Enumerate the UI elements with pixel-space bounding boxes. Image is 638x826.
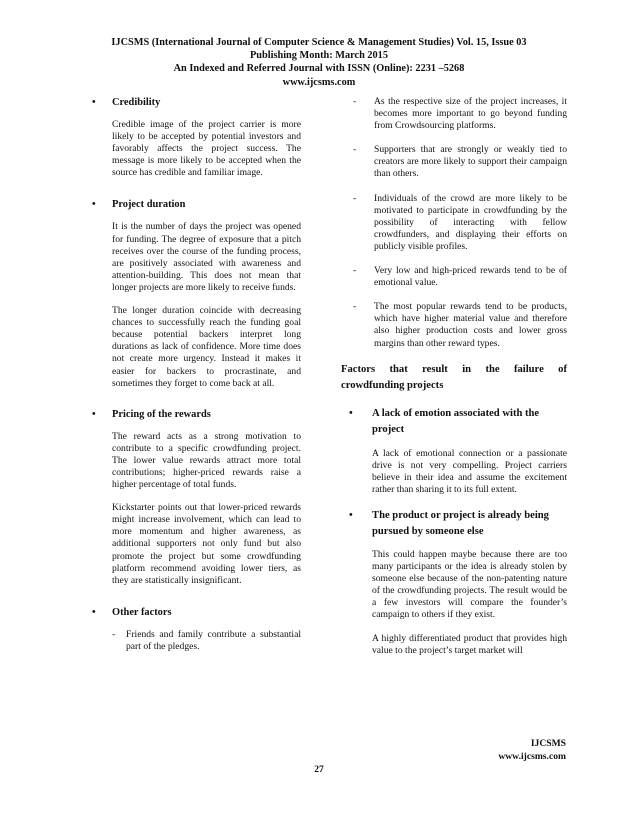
header-website: www.ijcsms.com (282, 76, 356, 88)
list-item: - Friends and family contribute a substantial part of the pledges. (112, 628, 301, 652)
bullet-icon: • (92, 408, 96, 420)
emotion-text: A lack of emotional connection or a passionate drive is not very compelling. Project carriers believe in their idea and assume the excitement rather than sharing it to its full extent. (372, 447, 567, 495)
other-factors-heading: • Other factors (92, 606, 172, 618)
bullet-icon: • (92, 199, 96, 211)
credibility-heading: • Credibility (92, 97, 161, 108)
bullet-icon: • (349, 407, 353, 419)
journal-header (0, 36, 638, 89)
footer-website: www.ijcsms.com (498, 750, 566, 762)
credibility-text: Credible image of the project carrier is more likely to be accepted by potential investors and favorably affects the project success. The message is more likely to be accepted when the source has credible and familiar image. (112, 119, 301, 179)
section-title: Factors that result in the failure of crowdfunding projects (341, 363, 567, 391)
emotion-heading: • A lack of emotion associated with the project (349, 407, 540, 435)
list-item: - Supporters that are strongly or weakly tied to creators are more likely to support their campaign than others. (353, 144, 567, 180)
page-number: 27 (314, 764, 324, 775)
bullet-icon: • (92, 606, 96, 618)
pricing-paragraph-2: Kickstarter points out that lower-priced rewards might increase involvement, which can lead to more momentum and higher awareness, as additional supporters not only fund but also promote the project but some crowdfunding platform recommend avoiding lower tiers, as they are statistically insignificant. (112, 502, 301, 586)
duration-paragraph-1: It is the number of days the project was opened for funding. The degree of exposure that a pitch receives over the course of the funding process, are positively associated with awareness and attention-building. This does not mean that longer projects are more likely to receive funds. (112, 221, 301, 293)
left-column (92, 96, 301, 653)
right-column (341, 96, 567, 657)
header-issn: An Indexed and Referred Journal with ISSN (Online): 2231 –5268 (173, 63, 465, 75)
duration-paragraph-2: The longer duration coincide with decreasing chances to successfully reach the funding goal because potential backers interpret long durations as lack of confidence. More time does not create more urgency. Instead it makes it easier for backers to procrastinate, and sometimes they forget to come back at all. (112, 305, 301, 389)
list-item: - As the respective size of the project increases, it becomes more important to go beyond funding from Crowdsourcing platforms. (353, 96, 567, 132)
pursued-paragraph-1: This could happen maybe because there are too many participants or the idea is already stolen by someone else because of the non-patenting nature of the crowdfunding projects. The result would be a few investors will compare the founder’s campaign to others if they exist. (372, 548, 567, 621)
footer (498, 738, 566, 763)
list-item: - Very low and high-priced rewards tend to be of emotional value. (353, 265, 567, 289)
header-journal-title: IJCSMS (International Journal of Computer Science & Management Studies) Vol. 15, Issue 03 (111, 37, 527, 48)
bullet-icon: • (349, 509, 353, 521)
list-item: - Individuals of the crowd are more likely to be motivated to participate in crowdfunding by the possibility of interacting with fellow crowdfunders, and displaying their efforts on publicly visible profiles. (353, 192, 567, 252)
header-publishing-month: Publishing Month: March 2015 (250, 50, 388, 62)
pursued-heading: • The product or project is already being pursued by someone else (349, 509, 549, 537)
bullet-icon: • (92, 97, 96, 108)
pricing-paragraph-1: The reward acts as a strong motivation to contribute to a specific crowdfunding project. The lower value rewards attract more total contributions; higher-priced rewards raise a higher percentage of total funds. (112, 430, 301, 491)
footer-journal-name: IJCSMS (530, 738, 566, 749)
list-item: - The most popular rewards tend to be products, which have higher material value and therefore also higher production costs and lower gross margins than other reward types. (353, 301, 567, 349)
pursued-paragraph-2: A highly differentiated product that provides high value to the project’s target market will (372, 632, 567, 656)
duration-heading: • Project duration (92, 199, 186, 211)
pricing-heading: • Pricing of the rewards (92, 408, 211, 420)
